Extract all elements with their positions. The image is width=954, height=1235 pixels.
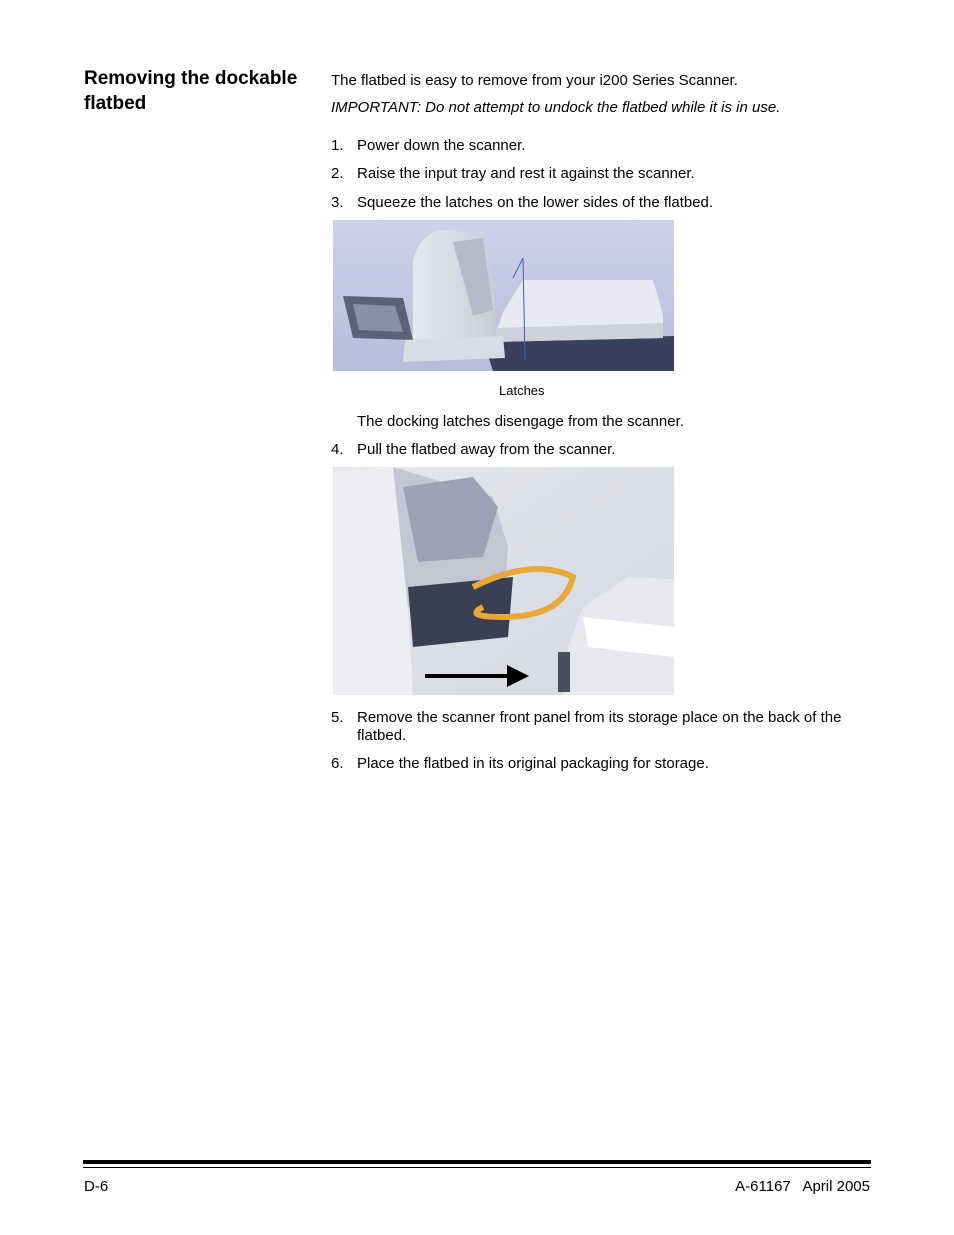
step-4 xyxy=(331,441,851,459)
step-1 xyxy=(331,137,851,155)
page-number: D-6 xyxy=(84,1178,109,1195)
document-id: A-61167 April 2005 xyxy=(735,1178,870,1195)
step-3 xyxy=(331,194,851,212)
step-5 xyxy=(331,709,851,745)
after-step-3-text: The docking latches disengage from the scanner. xyxy=(357,413,684,430)
step-number: 2. xyxy=(331,165,344,182)
flatbed-removal-photo xyxy=(333,467,674,695)
step-text: Squeeze the latches on the lower sides of the flatbed. xyxy=(357,194,714,211)
intro-text: The flatbed is easy to remove from your i200 Series Scanner. xyxy=(331,72,738,89)
step-text: Place the flatbed in its original packaging for storage. xyxy=(357,755,709,772)
step-text: Pull the flatbed away from the scanner. xyxy=(357,441,616,458)
step-text: Raise the input tray and rest it against the scanner. xyxy=(357,165,695,182)
footer-rule-thin xyxy=(83,1167,871,1168)
step-text: Power down the scanner. xyxy=(357,137,526,154)
step-number: 3. xyxy=(331,194,344,211)
section-heading: Removing the dockable flatbed xyxy=(84,68,298,114)
step-number: 4. xyxy=(331,441,344,458)
step-number: 6. xyxy=(331,755,344,772)
step-6 xyxy=(331,755,851,773)
important-note: IMPORTANT: Do not attempt to undock the flatbed while it is in use. xyxy=(331,99,781,116)
step-text: Remove the scanner front panel from its storage place on the back of the flatbed. xyxy=(357,709,842,744)
step-2 xyxy=(331,165,851,183)
step-number: 1. xyxy=(331,137,344,154)
step-number: 5. xyxy=(331,709,344,726)
footer-rule-thick xyxy=(83,1160,871,1164)
scanner-docked-photo xyxy=(333,220,674,371)
latches-caption: Latches xyxy=(499,383,545,398)
